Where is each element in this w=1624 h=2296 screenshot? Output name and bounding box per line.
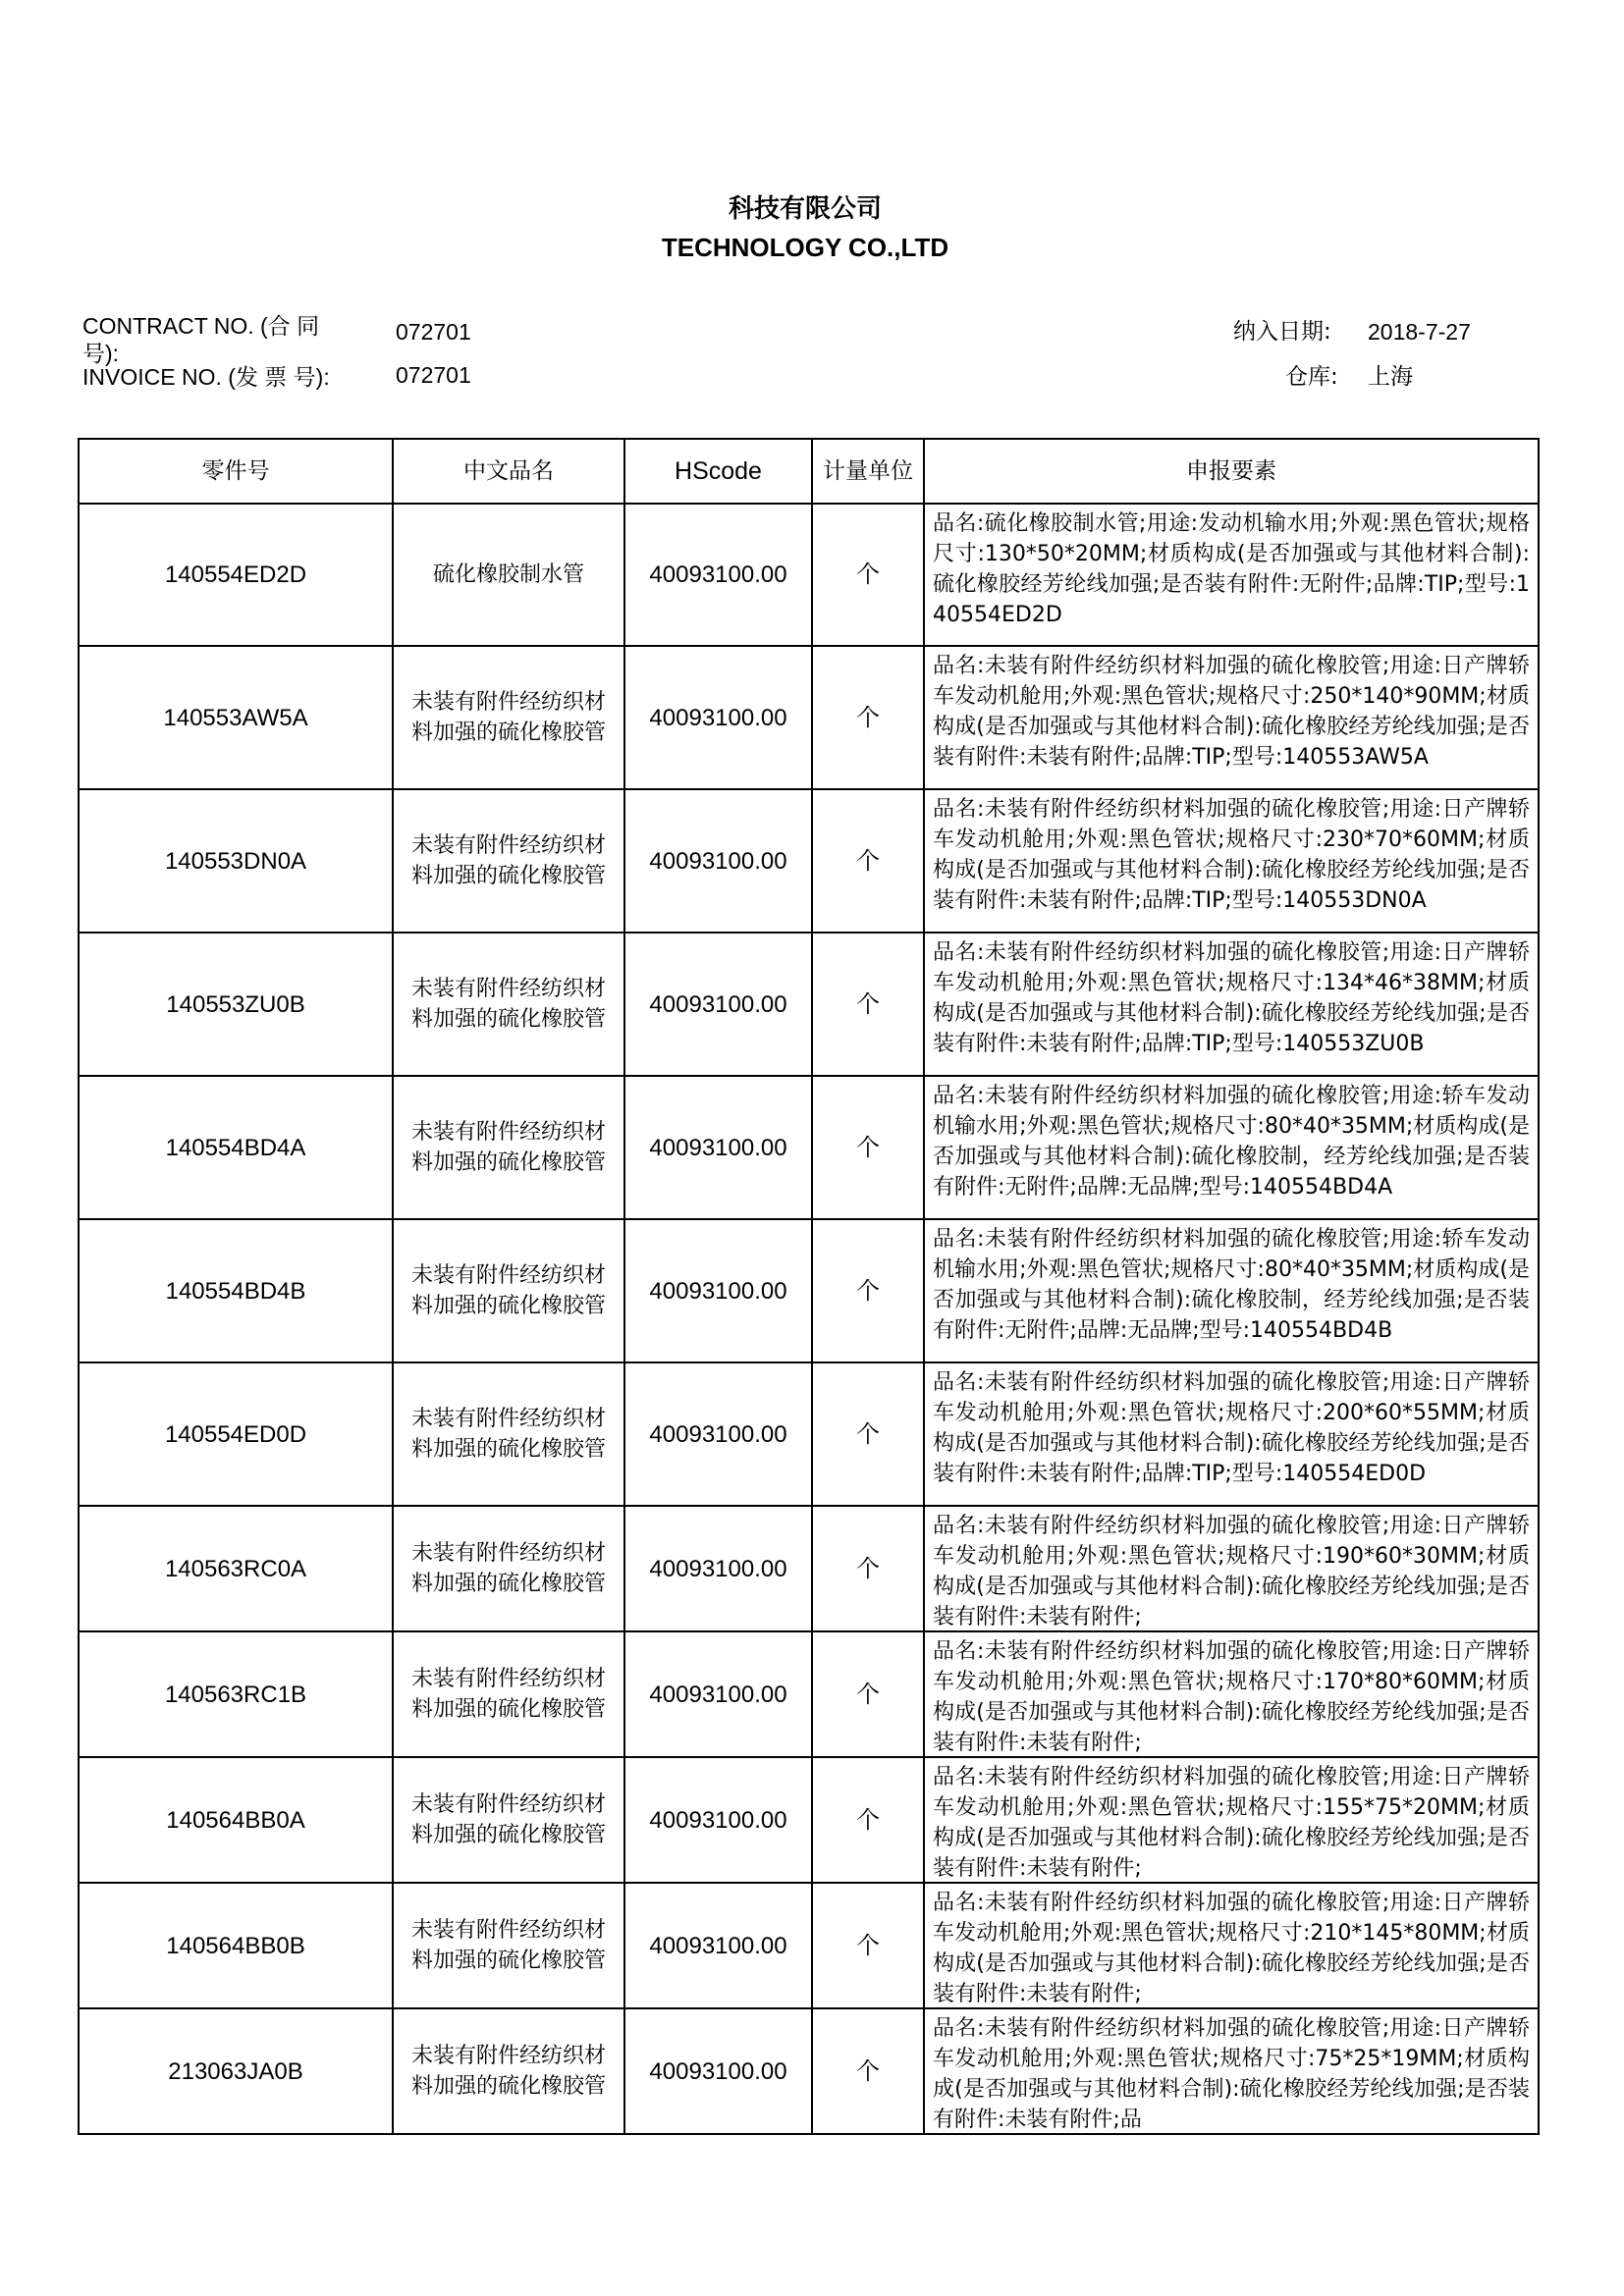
declaration-text: 品名:未装有附件经纺织材料加强的硫化橡胶管;用途:日产牌轿车发动机舱用;外观:黑色管状;规格尺寸:210*145*80MM;材质构成(是否加强或与其他材料合制):硫化橡胶经芳纶线加强;是否装有附件:未装有附件; bbox=[933, 1891, 1530, 2006]
hscode-cell: 40093100.00 bbox=[624, 1631, 812, 1757]
declaration-text: 品名:未装有附件经纺织材料加强的硫化橡胶管;用途:轿车发动机输水用;外观:黑色管状;规格尺寸:80*40*35MM;材质构成(是否加强或与其他材料合制):硫化橡胶制，经芳纶线加强;是否装有附件:无附件;品牌:无品牌;型号:140554BD4A bbox=[933, 1084, 1530, 1200]
declaration-cell bbox=[924, 1219, 1539, 1362]
declaration-cell bbox=[924, 646, 1539, 789]
hscode-cell: 40093100.00 bbox=[624, 1757, 812, 1883]
hscode-cell: 40093100.00 bbox=[624, 1883, 812, 2008]
part-number-cell: 140564BB0B bbox=[79, 1883, 393, 2008]
warehouse-label: 仓库: bbox=[1285, 364, 1338, 390]
hscode-cell: 40093100.00 bbox=[624, 1219, 812, 1362]
declaration-text: 品名:硫化橡胶制水管;用途:发动机输水用;外观:黑色管状;规格尺寸:130*50*20MM;材质构成(是否加强或与其他材料合制):硫化橡胶经芳纶线加强;是否装有附件:无附件;品牌:TIP;型号:140554ED2D bbox=[933, 511, 1530, 627]
unit-cell: 个 bbox=[812, 504, 924, 646]
declaration-text: 品名:未装有附件经纺织材料加强的硫化橡胶管;用途:日产牌轿车发动机舱用;外观:黑色管状;规格尺寸:75*25*19MM;材质构成(是否加强或与其他材料合制):硫化橡胶经芳纶线加强;是否装有附件:未装有附件;品 bbox=[933, 2016, 1530, 2132]
table-row bbox=[79, 1883, 1539, 2008]
declaration-text: 品名:未装有附件经纺织材料加强的硫化橡胶管;用途:日产牌轿车发动机舱用;外观:黑色管状;规格尺寸:250*140*90MM;材质构成(是否加强或与其他材料合制):硫化橡胶经芳纶线加强;是否装有附件:未装有附件;品牌:TIP;型号:140553AW5A bbox=[933, 654, 1530, 770]
table-row bbox=[79, 1219, 1539, 1362]
product-name-cell: 未装有附件经纺织材料加强的硫化橡胶管 bbox=[393, 1219, 624, 1362]
product-name-cell: 未装有附件经纺织材料加强的硫化橡胶管 bbox=[393, 1506, 624, 1631]
part-number-cell: 140563RC1B bbox=[79, 1631, 393, 1757]
declaration-cell bbox=[924, 1757, 1539, 1883]
declaration-cell bbox=[924, 1076, 1539, 1219]
declaration-cell bbox=[924, 1631, 1539, 1757]
unit-cell: 个 bbox=[812, 789, 924, 933]
contract-label: CONTRACT NO. (合 同 号): bbox=[82, 313, 320, 366]
product-name-cell: 未装有附件经纺织材料加强的硫化橡胶管 bbox=[393, 1631, 624, 1757]
declaration-text: 品名:未装有附件经纺织材料加强的硫化橡胶管;用途:日产牌轿车发动机舱用;外观:黑色管状;规格尺寸:200*60*55MM;材质构成(是否加强或与其他材料合制):硫化橡胶经芳纶线加强;是否装有附件:未装有附件;品牌:TIP;型号:140554ED0D bbox=[933, 1370, 1530, 1486]
declaration-cell bbox=[924, 504, 1539, 646]
declaration-table bbox=[78, 438, 1540, 2135]
declaration-cell bbox=[924, 1883, 1539, 2008]
table-row bbox=[79, 1757, 1539, 1883]
part-number-cell: 140553AW5A bbox=[79, 646, 393, 789]
declaration-text: 品名:未装有附件经纺织材料加强的硫化橡胶管;用途:日产牌轿车发动机舱用;外观:黑色管状;规格尺寸:155*75*20MM;材质构成(是否加强或与其他材料合制):硫化橡胶经芳纶线加强;是否装有附件:未装有附件; bbox=[933, 1765, 1530, 1881]
part-number-cell: 140554ED0D bbox=[79, 1362, 393, 1506]
part-number-cell: 140554ED2D bbox=[79, 504, 393, 646]
table-row bbox=[79, 646, 1539, 789]
table-row bbox=[79, 789, 1539, 933]
declaration-text: 品名:未装有附件经纺织材料加强的硫化橡胶管;用途:日产牌轿车发动机舱用;外观:黑色管状;规格尺寸:230*70*60MM;材质构成(是否加强或与其他材料合制):硫化橡胶经芳纶线加强;是否装有附件:未装有附件;品牌:TIP;型号:140553DN0A bbox=[933, 797, 1530, 913]
declaration-cell bbox=[924, 1506, 1539, 1631]
table-row bbox=[79, 933, 1539, 1076]
part-number-cell: 140554BD4B bbox=[79, 1219, 393, 1362]
product-name-cell: 未装有附件经纺织材料加强的硫化橡胶管 bbox=[393, 2008, 624, 2134]
unit-cell: 个 bbox=[812, 1883, 924, 2008]
unit-cell: 个 bbox=[812, 1362, 924, 1506]
hscode-cell: 40093100.00 bbox=[624, 2008, 812, 2134]
table-header-row bbox=[79, 439, 1539, 504]
company-name-cn: 科技有限公司 bbox=[728, 194, 882, 224]
hscode-cell: 40093100.00 bbox=[624, 933, 812, 1076]
hscode-cell: 40093100.00 bbox=[624, 504, 812, 646]
date-value: 2018-7-27 bbox=[1368, 319, 1471, 345]
product-name-cell: 未装有附件经纺织材料加强的硫化橡胶管 bbox=[393, 1757, 624, 1883]
header-part-no: 零件号 bbox=[79, 439, 393, 504]
unit-cell: 个 bbox=[812, 2008, 924, 2134]
date-label: 纳入日期: bbox=[1233, 319, 1331, 345]
header-hscode: HScode bbox=[624, 439, 812, 504]
product-name-cell: 未装有附件经纺织材料加强的硫化橡胶管 bbox=[393, 1076, 624, 1219]
hscode-cell: 40093100.00 bbox=[624, 1076, 812, 1219]
declaration-text: 品名:未装有附件经纺织材料加强的硫化橡胶管;用途:日产牌轿车发动机舱用;外观:黑色管状;规格尺寸:134*46*38MM;材质构成(是否加强或与其他材料合制):硫化橡胶经芳纶线加强;是否装有附件:未装有附件;品牌:TIP;型号:140553ZU0B bbox=[933, 940, 1530, 1056]
unit-cell: 个 bbox=[812, 1757, 924, 1883]
hscode-cell: 40093100.00 bbox=[624, 1362, 812, 1506]
product-name-cell: 硫化橡胶制水管 bbox=[393, 504, 624, 646]
declaration-cell bbox=[924, 1362, 1539, 1506]
product-name-cell: 未装有附件经纺织材料加强的硫化橡胶管 bbox=[393, 1883, 624, 2008]
unit-cell: 个 bbox=[812, 1631, 924, 1757]
unit-cell: 个 bbox=[812, 1076, 924, 1219]
declaration-cell bbox=[924, 2008, 1539, 2134]
hscode-cell: 40093100.00 bbox=[624, 789, 812, 933]
product-name-cell: 未装有附件经纺织材料加强的硫化橡胶管 bbox=[393, 646, 624, 789]
part-number-cell: 140553ZU0B bbox=[79, 933, 393, 1076]
hscode-cell: 40093100.00 bbox=[624, 646, 812, 789]
declaration-text: 品名:未装有附件经纺织材料加强的硫化橡胶管;用途:轿车发动机输水用;外观:黑色管状;规格尺寸:80*40*35MM;材质构成(是否加强或与其他材料合制):硫化橡胶制，经芳纶线加强;是否装有附件:无附件;品牌:无品牌;型号:140554BD4B bbox=[933, 1227, 1530, 1343]
company-name-en: TECHNOLOGY CO.,LTD bbox=[661, 233, 949, 262]
part-number-cell: 140564BB0A bbox=[79, 1757, 393, 1883]
part-number-cell: 140554BD4A bbox=[79, 1076, 393, 1219]
invoice-value: 072701 bbox=[396, 362, 471, 388]
unit-cell: 个 bbox=[812, 933, 924, 1076]
header-name: 中文品名 bbox=[393, 439, 624, 504]
table-row bbox=[79, 2008, 1539, 2134]
product-name-cell: 未装有附件经纺织材料加强的硫化橡胶管 bbox=[393, 1362, 624, 1506]
unit-cell: 个 bbox=[812, 1219, 924, 1362]
header-unit: 计量单位 bbox=[812, 439, 924, 504]
table-row bbox=[79, 1362, 1539, 1506]
table-row bbox=[79, 1506, 1539, 1631]
header-declaration: 申报要素 bbox=[924, 439, 1539, 504]
product-name-cell: 未装有附件经纺织材料加强的硫化橡胶管 bbox=[393, 789, 624, 933]
part-number-cell: 140553DN0A bbox=[79, 789, 393, 933]
table-row bbox=[79, 504, 1539, 646]
part-number-cell: 140563RC0A bbox=[79, 1506, 393, 1631]
declaration-cell bbox=[924, 789, 1539, 933]
invoice-label: INVOICE NO. (发 票 号): bbox=[82, 364, 330, 390]
declaration-cell bbox=[924, 933, 1539, 1076]
product-name-cell: 未装有附件经纺织材料加强的硫化橡胶管 bbox=[393, 933, 624, 1076]
warehouse-value: 上海 bbox=[1368, 364, 1413, 390]
unit-cell: 个 bbox=[812, 1506, 924, 1631]
table-row bbox=[79, 1076, 1539, 1219]
contract-value: 072701 bbox=[396, 319, 471, 345]
unit-cell: 个 bbox=[812, 646, 924, 789]
hscode-cell: 40093100.00 bbox=[624, 1506, 812, 1631]
table-row bbox=[79, 1631, 1539, 1757]
declaration-text: 品名:未装有附件经纺织材料加强的硫化橡胶管;用途:日产牌轿车发动机舱用;外观:黑色管状;规格尺寸:170*80*60MM;材质构成(是否加强或与其他材料合制):硫化橡胶经芳纶线加强;是否装有附件:未装有附件; bbox=[933, 1639, 1530, 1755]
part-number-cell: 213063JA0B bbox=[79, 2008, 393, 2134]
declaration-text: 品名:未装有附件经纺织材料加强的硫化橡胶管;用途:日产牌轿车发动机舱用;外观:黑色管状;规格尺寸:190*60*30MM;材质构成(是否加强或与其他材料合制):硫化橡胶经芳纶线加强;是否装有附件:未装有附件; bbox=[933, 1514, 1530, 1629]
table-body bbox=[79, 504, 1539, 2134]
